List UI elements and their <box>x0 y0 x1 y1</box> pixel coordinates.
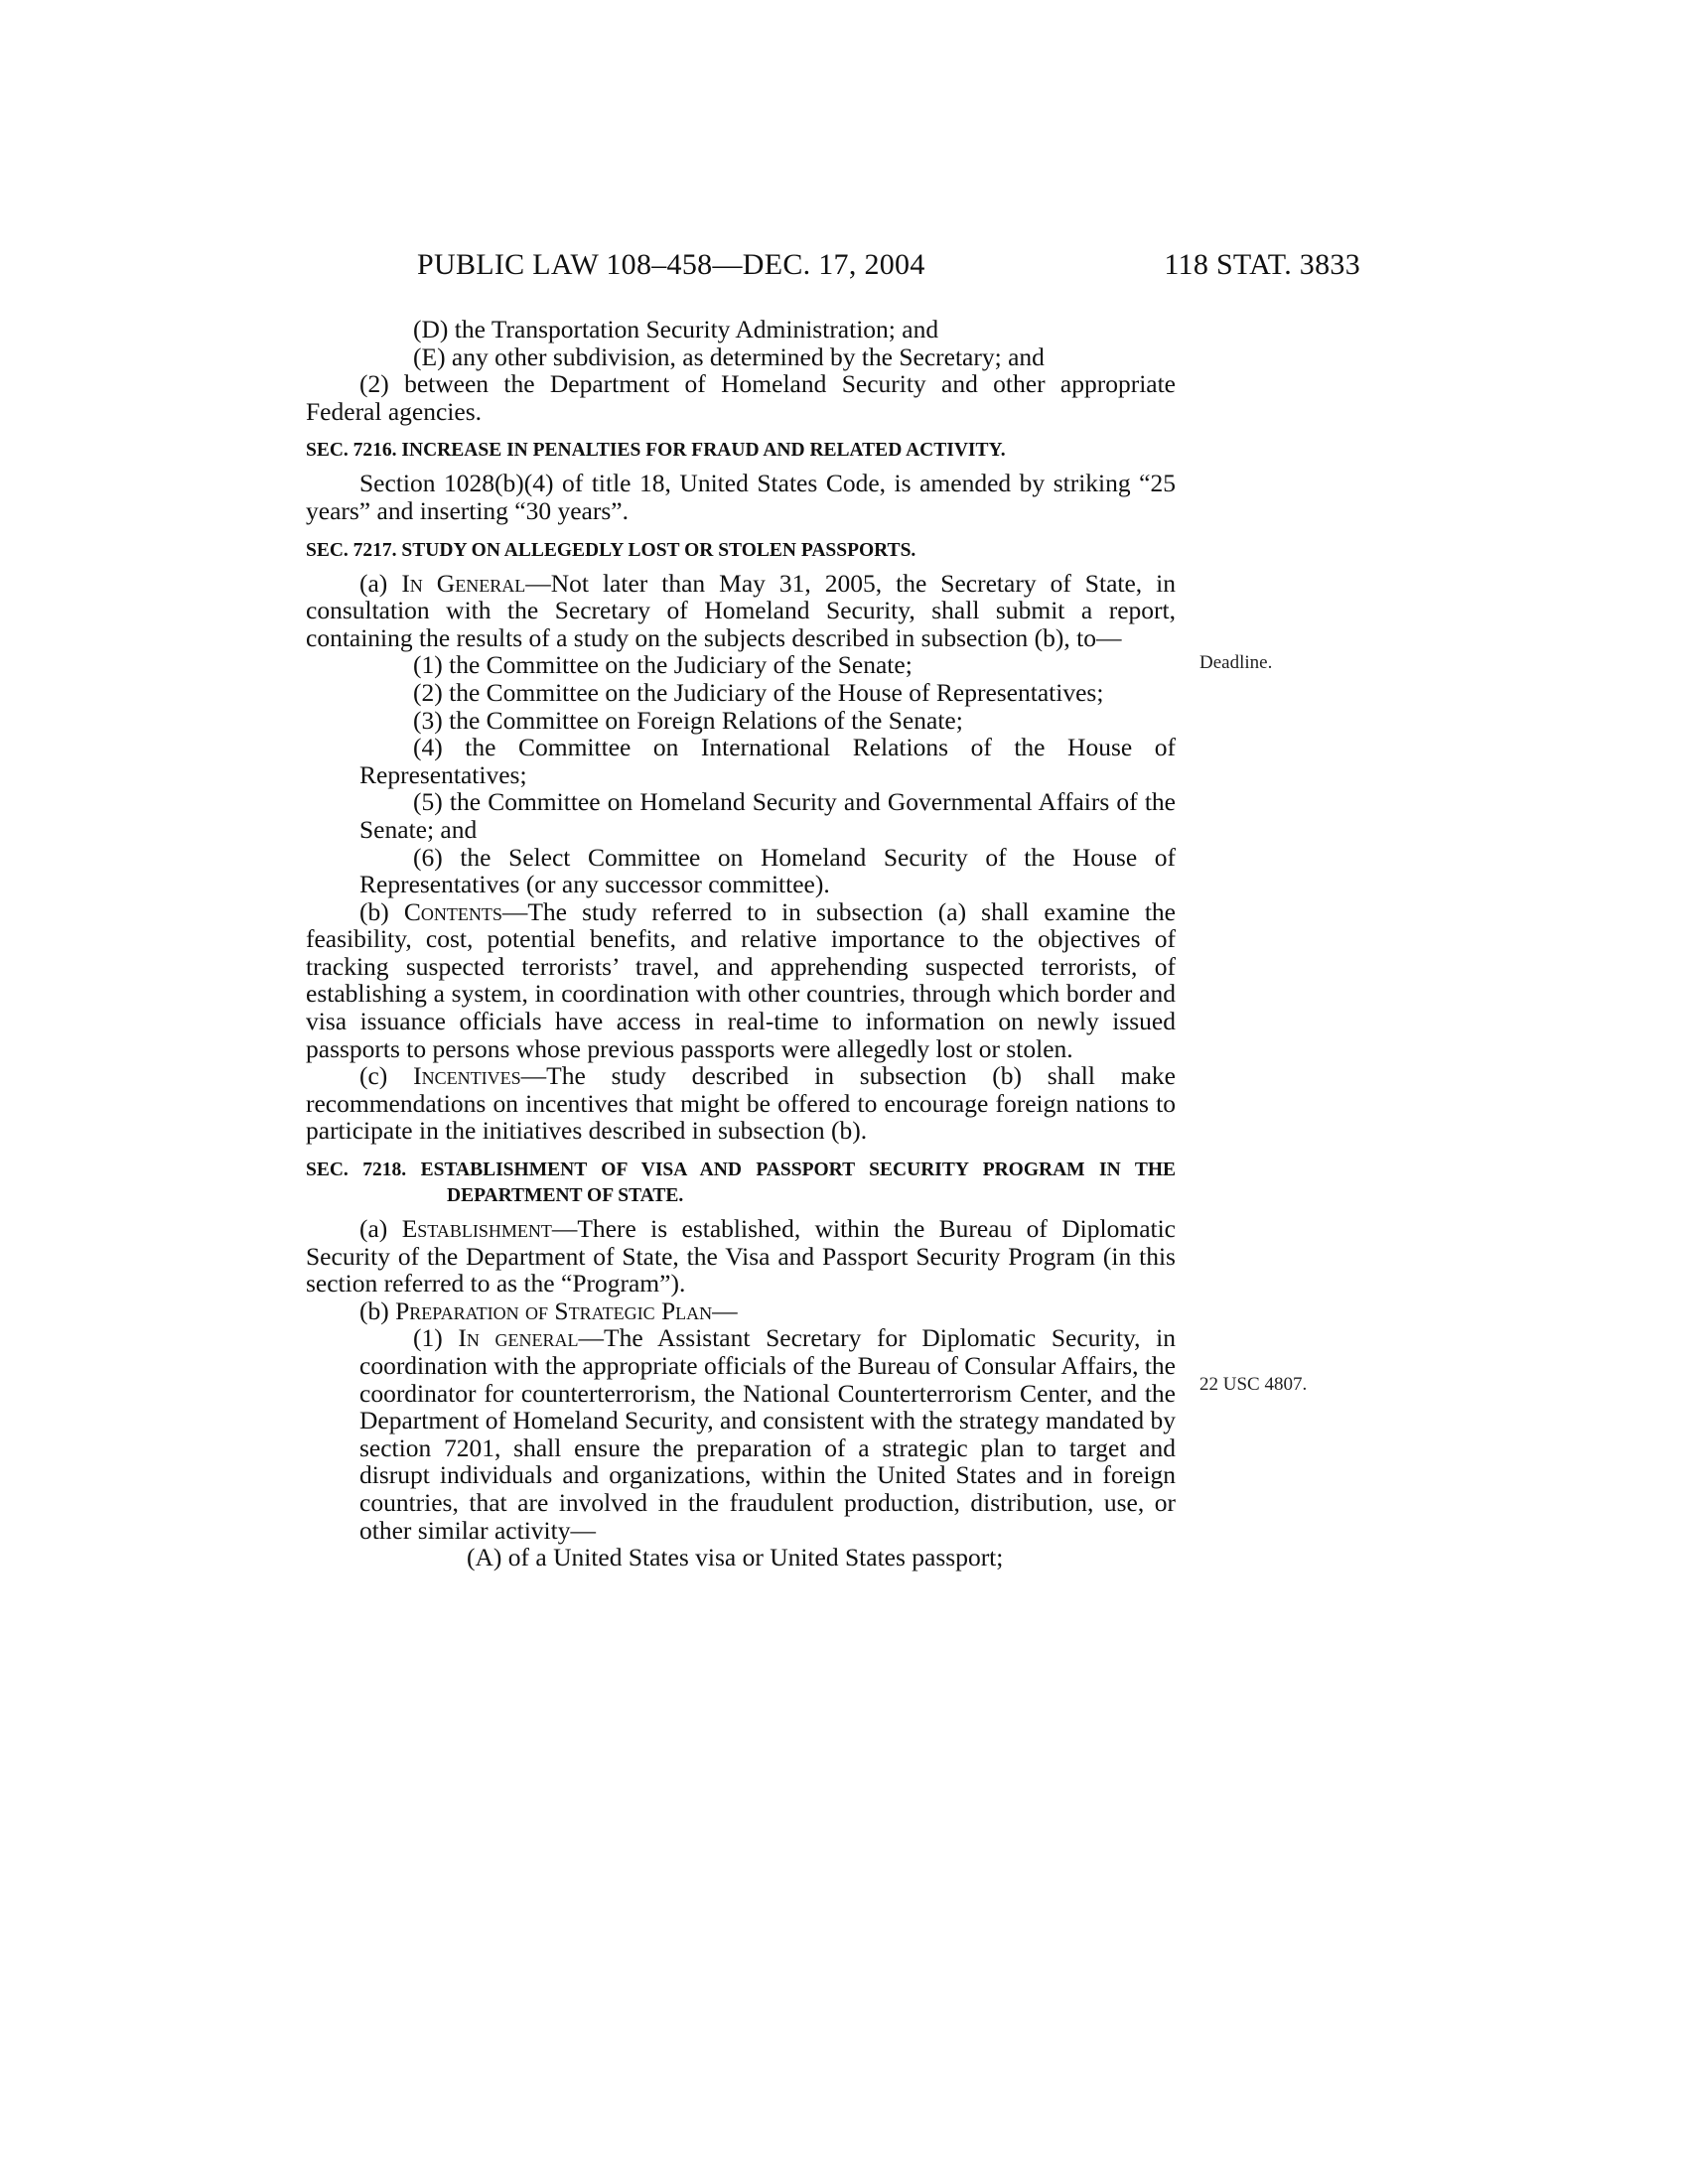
section-7218-b-1 <box>306 1324 1176 1544</box>
section-7218-b <box>306 1297 1176 1325</box>
subsection-text: —The study described in subsection (b) shall make recommendations on incentives that might be offered to encourage foreign nations to participate in the initiatives described in subsection (b). <box>306 1061 1176 1146</box>
subsection-caption: Establishment <box>401 1214 552 1244</box>
section-7217-a <box>306 570 1176 652</box>
subsection-label: (a) <box>359 1214 402 1244</box>
margin-note-usc: 22 USC 4807. <box>1199 1374 1308 1395</box>
subsection-label: (a) <box>359 568 402 598</box>
page-header <box>417 248 1360 288</box>
paragraph-2: (2) between the Department of Homeland Security and other appropriate Federal agencies. <box>306 369 1176 426</box>
list-item: (5) the Committee on Homeland Security and Governmental Affairs of the Senate; and <box>359 787 1176 844</box>
subsection-label: (b) <box>359 896 404 926</box>
list-item: (6) the Select Committee on Homeland Security of the House of Representatives (or any successor committee). <box>359 842 1176 899</box>
list-item: (2) the Committee on the Judiciary of the House of Representatives; <box>413 677 1104 707</box>
document-body <box>306 316 1176 1571</box>
paragraph-text: —The Assistant Secretary for Diplomatic Security, in coordination with the appropriate officials of the Bureau of Consular Affairs, the coordinator for counterterrorism, the National Counterterrorism Center, and the Department of Homeland Security, and consistent with the strategy mandated by section 7201, shall ensure the preparation of a strategic plan to target and disrupt individuals and organizations, within the United States and in foreign countries, that are involved in the fraudulent production, distribution, use, or other similar activity— <box>359 1323 1177 1545</box>
subsection-caption: Preparation of Strategic Plan <box>395 1296 713 1325</box>
list-item: (1) the Committee on the Judiciary of the Senate; <box>413 650 913 680</box>
subsection-caption: Contents <box>403 896 502 926</box>
list-item: (4) the Committee on International Relations of the House of Representatives; <box>359 733 1176 789</box>
subsection-text: — <box>712 1296 738 1325</box>
subsection-label: (c) <box>359 1061 414 1091</box>
section-7218-b-1-A: (A) of a United States visa or United States passport; <box>467 1543 1004 1572</box>
margin-note-deadline: Deadline. <box>1199 652 1273 673</box>
section-heading-7217: SEC. 7217. STUDY ON ALLEGEDLY LOST OR STOLEN PASSPORTS. <box>306 539 916 561</box>
section-heading-7216: SEC. 7216. INCREASE IN PENALTIES FOR FRAUD AND RELATED ACTIVITY. <box>306 440 1006 462</box>
subsection-caption: In General <box>401 568 526 598</box>
paragraph-e: (E) any other subdivision, as determined by the Secretary; and <box>413 341 1045 371</box>
section-7217-c <box>306 1062 1176 1145</box>
subsection-text: —There is established, within the Bureau of Diplomatic Security of the Department of State, the Visa and Passport Security Program (in this section referred to as the “Program”). <box>306 1214 1176 1298</box>
subsection-caption: Incentives <box>413 1061 521 1091</box>
section-7216-text: Section 1028(b)(4) of title 18, United States Code, is amended by striking “25 years” and inserting “30 years”. <box>306 469 1176 525</box>
section-heading-7218: SEC. 7218. ESTABLISHMENT OF VISA AND PASSPORT SECURITY PROGRAM IN THE DEPARTMENT OF STATE. <box>306 1160 1176 1207</box>
subsection-label: (b) <box>359 1296 396 1325</box>
header-title: PUBLIC LAW 108–458—DEC. 17, 2004 <box>417 248 925 281</box>
section-7217-b <box>306 898 1176 1063</box>
subsection-text: —The study referred to in subsection (a) shall examine the feasibility, cost, potential benefits, and relative importance to the objectives of tracking suspected terrorists’ travel, and apprehending suspected terrorists, of establishing a system, in coordination with other countries, through which border and visa issuance officials have access in real-time to information on newly issued passports to persons whose previous passports were allegedly lost or stolen. <box>306 896 1177 1063</box>
section-7218-a <box>306 1215 1176 1297</box>
header-page-number: 118 STAT. 3833 <box>1164 248 1360 281</box>
paragraph-caption: In general <box>458 1323 579 1353</box>
paragraph-d: (D) the Transportation Security Administration; and <box>413 315 939 343</box>
paragraph-label: (1) <box>413 1323 459 1353</box>
list-item: (3) the Committee on Foreign Relations of the Senate; <box>413 705 963 735</box>
subsection-text: —Not later than May 31, 2005, the Secretary of State, in consultation with the Secretary of Homeland Security, shall submit a report, containing the results of a study on the subjects described in subsection (b), to— <box>306 568 1176 652</box>
